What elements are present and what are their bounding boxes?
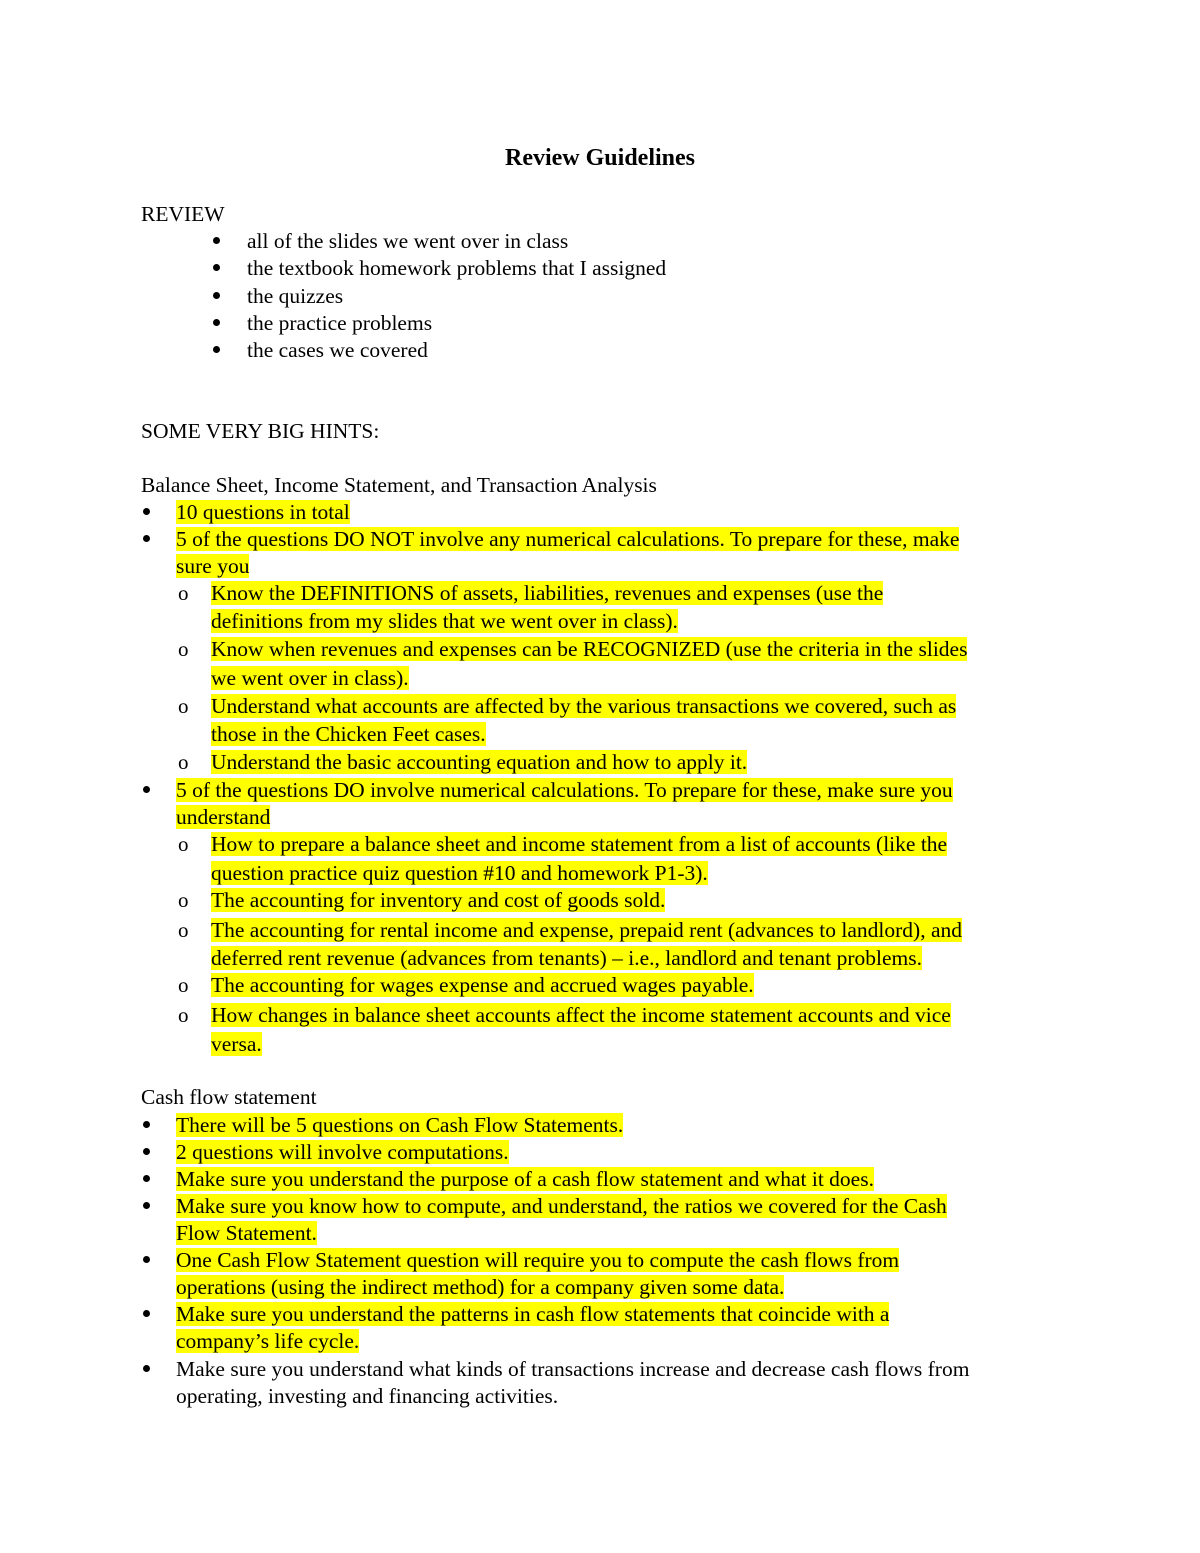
highlighted-text: The accounting for wages expense and accrued wages payable. <box>211 973 754 997</box>
sub-item <box>211 917 962 944</box>
highlighted-text: 10 questions in total <box>176 500 350 524</box>
highlighted-text: versa. <box>211 1032 262 1056</box>
highlighted-text: deferred rent revenue (advances from tenants) – i.e., landlord and tenant problems. <box>211 946 923 970</box>
section-heading: Balance Sheet, Income Statement, and Transaction Analysis <box>141 473 657 497</box>
highlighted-text: company’s life cycle. <box>176 1329 360 1353</box>
sub-item-continued <box>211 665 409 692</box>
highlighted-text: Know the DEFINITIONS of assets, liabilities, revenues and expenses (use the <box>211 581 884 605</box>
highlighted-text: Understand what accounts are affected by the various transactions we covered, such as <box>211 694 957 718</box>
sub-item <box>211 580 883 607</box>
highlighted-text: 5 of the questions DO NOT involve any numerical calculations. To prepare for these, make <box>176 527 960 551</box>
highlighted-text: we went over in class). <box>211 666 409 690</box>
highlighted-text: How to prepare a balance sheet and income statement from a list of accounts (like the <box>211 832 948 856</box>
list-item <box>176 526 959 553</box>
highlighted-text: The accounting for rental income and expense, prepaid rent (advances to landlord), and <box>211 918 962 942</box>
list-item: Make sure you understand what kinds of transactions increase and decrease cash flows from <box>176 1357 970 1381</box>
sub-item <box>211 972 754 999</box>
bullet-icon <box>143 1256 150 1263</box>
list-item <box>176 1301 889 1328</box>
page-title: Review Guidelines <box>505 145 695 171</box>
review-item: the quizzes <box>247 284 344 308</box>
bullet-icon <box>143 1175 150 1182</box>
list-item <box>176 1193 947 1220</box>
list-item <box>176 1112 623 1139</box>
bullet-icon <box>213 264 220 271</box>
bullet-icon <box>143 1202 150 1209</box>
review-heading: REVIEW <box>141 202 225 226</box>
highlighted-text: understand <box>176 805 271 829</box>
highlighted-text: 5 of the questions DO involve numerical calculations. To prepare for these, make sure you <box>176 778 953 802</box>
bullet-icon <box>143 1121 150 1128</box>
sub-bullet-icon: o <box>178 918 189 942</box>
highlighted-text: Make sure you know how to compute, and understand, the ratios we covered for the Cash <box>176 1194 947 1218</box>
bullet-icon <box>143 1310 150 1317</box>
sub-item <box>211 636 967 663</box>
sub-bullet-icon: o <box>178 832 189 856</box>
list-item <box>176 499 350 526</box>
sub-item-continued <box>211 721 486 748</box>
highlighted-text: Flow Statement. <box>176 1221 317 1245</box>
highlighted-text: Know when revenues and expenses can be RECOGNIZED (use the criteria in the slides <box>211 637 968 661</box>
highlighted-text: The accounting for inventory and cost of goods sold. <box>211 888 666 912</box>
list-item <box>176 1139 509 1166</box>
list-item-continued: operating, investing and financing activities. <box>176 1384 559 1408</box>
highlighted-text: 2 questions will involve computations. <box>176 1140 509 1164</box>
sub-item-continued <box>211 945 922 972</box>
list-item-continued <box>176 804 270 831</box>
highlighted-text: There will be 5 questions on Cash Flow Statements. <box>176 1113 624 1137</box>
bullet-icon <box>143 535 150 542</box>
bullet-icon <box>213 319 220 326</box>
bullet-icon <box>143 1365 150 1372</box>
highlighted-text: Make sure you understand the purpose of a cash flow statement and what it does. <box>176 1167 874 1191</box>
sub-item <box>211 831 947 858</box>
sub-bullet-icon: o <box>178 973 189 997</box>
sub-bullet-icon: o <box>178 888 189 912</box>
bullet-icon <box>213 237 220 244</box>
bullet-icon <box>143 1148 150 1155</box>
sub-item-continued <box>211 1031 262 1058</box>
bullet-icon <box>143 786 150 793</box>
sub-item-continued <box>211 608 678 635</box>
highlighted-text: question practice quiz question #10 and homework P1-3). <box>211 861 708 885</box>
sub-item <box>211 887 665 914</box>
highlighted-text: those in the Chicken Feet cases. <box>211 722 486 746</box>
sub-bullet-icon: o <box>178 581 189 605</box>
sub-bullet-icon: o <box>178 750 189 774</box>
list-item-continued <box>176 1220 317 1247</box>
sub-item <box>211 749 747 776</box>
highlighted-text: definitions from my slides that we went over in class). <box>211 609 678 633</box>
bullet-icon <box>213 292 220 299</box>
list-item-continued <box>176 553 249 580</box>
highlighted-text: Understand the basic accounting equation and how to apply it. <box>211 750 748 774</box>
list-item-continued <box>176 1328 359 1355</box>
list-item <box>176 1247 899 1274</box>
bullet-icon <box>143 508 150 515</box>
list-item <box>176 1166 874 1193</box>
highlighted-text: sure you <box>176 554 250 578</box>
sub-item-continued <box>211 860 708 887</box>
highlighted-text: Make sure you understand the patterns in cash flow statements that coincide with a <box>176 1302 890 1326</box>
hints-heading: SOME VERY BIG HINTS: <box>141 419 380 443</box>
review-item: the cases we covered <box>247 338 428 362</box>
review-item: the practice problems <box>247 311 433 335</box>
section-heading: Cash flow statement <box>141 1085 317 1109</box>
highlighted-text: How changes in balance sheet accounts affect the income statement accounts and vice <box>211 1003 951 1027</box>
review-item: all of the slides we went over in class <box>247 229 569 253</box>
list-item <box>176 777 953 804</box>
sub-item <box>211 693 956 720</box>
bullet-icon <box>213 346 220 353</box>
highlighted-text: One Cash Flow Statement question will require you to compute the cash flows from <box>176 1248 900 1272</box>
sub-bullet-icon: o <box>178 1003 189 1027</box>
sub-bullet-icon: o <box>178 694 189 718</box>
highlighted-text: operations (using the indirect method) for a company given some data. <box>176 1275 785 1299</box>
sub-bullet-icon: o <box>178 637 189 661</box>
list-item-continued <box>176 1274 784 1301</box>
sub-item <box>211 1002 951 1029</box>
review-item: the textbook homework problems that I assigned <box>247 256 667 280</box>
